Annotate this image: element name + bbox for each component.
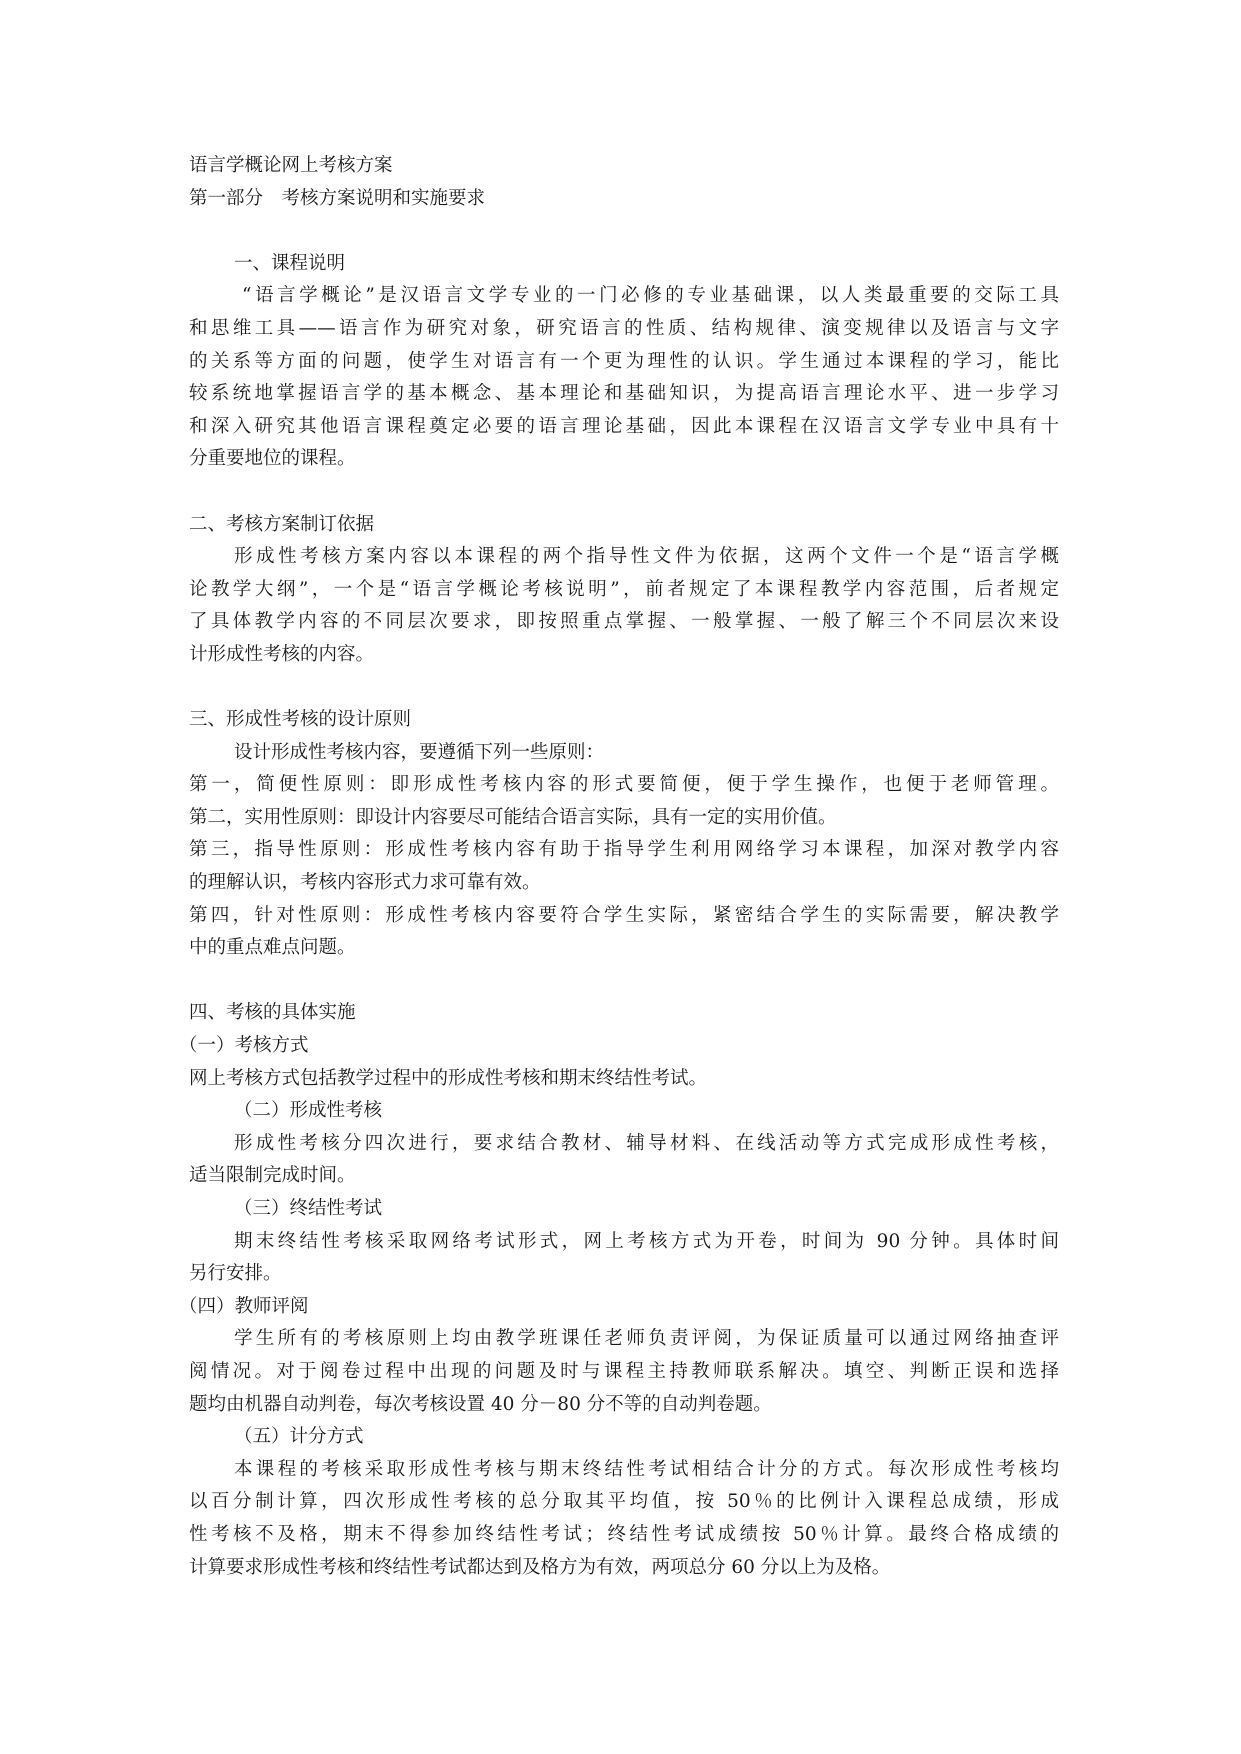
paragraph-line: 了具体教学内容的不同层次要求，即按照重点掌握、一般掌握、一般了解三个不同层次来设 <box>189 611 1059 633</box>
scoring-line: 以百分制计算，四次形成性考核的总分取其平均值，按 50％的比例计入课程总成绩，形成 <box>189 1491 1059 1513</box>
paragraph-line: 的关系等方面的问题，使学生对语言有一个更为理性的认识。学生通过本课程的学习，能比 <box>189 350 1059 372</box>
paragraph-line: 和深入研究其他语言课程奠定必要的语言理论基础，因此本课程在汉语言文学专业中具有十 <box>189 415 1059 437</box>
final-exam-line: 期末终结性考核采取网络考试形式，网上考核方式为开卷，时间为 90 分钟。具体时间 <box>234 1230 1059 1252</box>
principle-2: 第二，实用性原则：即设计内容要尽可能结合语言实际，具有一定的实用价值。 <box>189 806 837 828</box>
part-heading: 第一部分 考核方案说明和实施要求 <box>189 187 486 209</box>
principle-3: 第三，指导性原则：形成性考核内容有助于指导学生利用网络学习本课程，加深对教学内容 <box>189 839 1059 861</box>
section-heading-3: 三、形成性考核的设计原则 <box>189 709 412 731</box>
principles-intro: 设计形成性考核内容，要遵循下列一些原则： <box>234 741 605 763</box>
scoring-line: 计算要求形成性考核和终结性考试都达到及格方为有效，两项总分 60 分以上为及格。 <box>189 1556 891 1578</box>
formative-line: 适当限制完成时间。 <box>189 1165 356 1187</box>
subheading-final-exam: （三）终结性考试 <box>234 1198 383 1219</box>
paragraph-line: 分重要地位的课程。 <box>189 448 356 470</box>
final-exam-line: 另行安排。 <box>189 1263 282 1285</box>
subheading-formative: （二）形成性考核 <box>234 1100 383 1122</box>
scoring-line: 本课程的考核采取形成性考核与期末终结性考试相结合计分的方式。每次形成性考核均 <box>234 1458 1059 1480</box>
paragraph-line: 论教学大纲”，一个是“语言学概论考核说明”，前者规定了本课程教学内容范围，后者规定 <box>189 578 1059 600</box>
assessment-method-text: 网上考核方式包括教学过程中的形成性考核和期末终结性考试。 <box>189 1067 708 1089</box>
paragraph-line: 较系统地掌握语言学的基本概念、基本理论和基础知识，为提高语言理论水平、进一步学习 <box>189 383 1059 405</box>
formative-line: 形成性考核分四次进行，要求结合教材、辅导材料、在线活动等方式完成形成性考核， <box>234 1132 1059 1154</box>
teacher-review-line: 题均由机器自动判卷，每次考核设置 40 分－80 分不等的自动判卷题。 <box>189 1393 772 1415</box>
section-heading-4: 四、考核的具体实施 <box>189 1002 356 1024</box>
paragraph-line: 计形成性考核的内容。 <box>189 643 375 665</box>
subheading-teacher-review: （四）教师评阅 <box>179 1295 309 1317</box>
scoring-line: 性考核不及格，期末不得参加终结性考试；终结性考试成绩按 50％计算。最终合格成绩的 <box>189 1523 1059 1545</box>
section-1-paragraph <box>189 280 1059 476</box>
section-heading-1: 一、课程说明 <box>234 252 346 274</box>
paragraph-line: 形成性考核方案内容以本课程的两个指导性文件为依据，这两个文件一个是“语言学概 <box>234 546 1059 568</box>
section-2-paragraph <box>189 541 1059 671</box>
section-heading-2: 二、考核方案制订依据 <box>189 513 375 535</box>
document-title: 语言学概论网上考核方案 <box>189 155 393 176</box>
principle-4-cont: 中的重点难点问题。 <box>189 937 356 959</box>
subheading-assessment-method: （一）考核方式 <box>179 1035 309 1057</box>
paragraph-line: 和思维工具——语言作为研究对象，研究语言的性质、结构规律、演变规律以及语言与文字 <box>189 317 1059 339</box>
document-page <box>179 150 1059 1584</box>
principle-3-cont: 的理解认识，考核内容形式力求可靠有效。 <box>189 872 541 894</box>
paragraph-line: “语言学概论”是汉语言文学专业的一门必修的专业基础课，以人类最重要的交际工具 <box>242 285 1059 307</box>
subheading-scoring: （五）计分方式 <box>234 1426 364 1448</box>
principle-1: 第一，简便性原则：即形成性考核内容的形式要简便，便于学生操作，也便于老师管理。 <box>189 774 1059 796</box>
teacher-review-line: 阅情况。对于阅卷过程中出现的问题及时与课程主持教师联系解决。填空、判断正误和选择 <box>189 1360 1059 1382</box>
principle-4: 第四，针对性原则：形成性考核内容要符合学生实际，紧密结合学生的实际需要，解决教学 <box>189 904 1059 926</box>
teacher-review-line: 学生所有的考核原则上均由教学班课任老师负责评阅，为保证质量可以通过网络抽查评 <box>234 1328 1059 1350</box>
